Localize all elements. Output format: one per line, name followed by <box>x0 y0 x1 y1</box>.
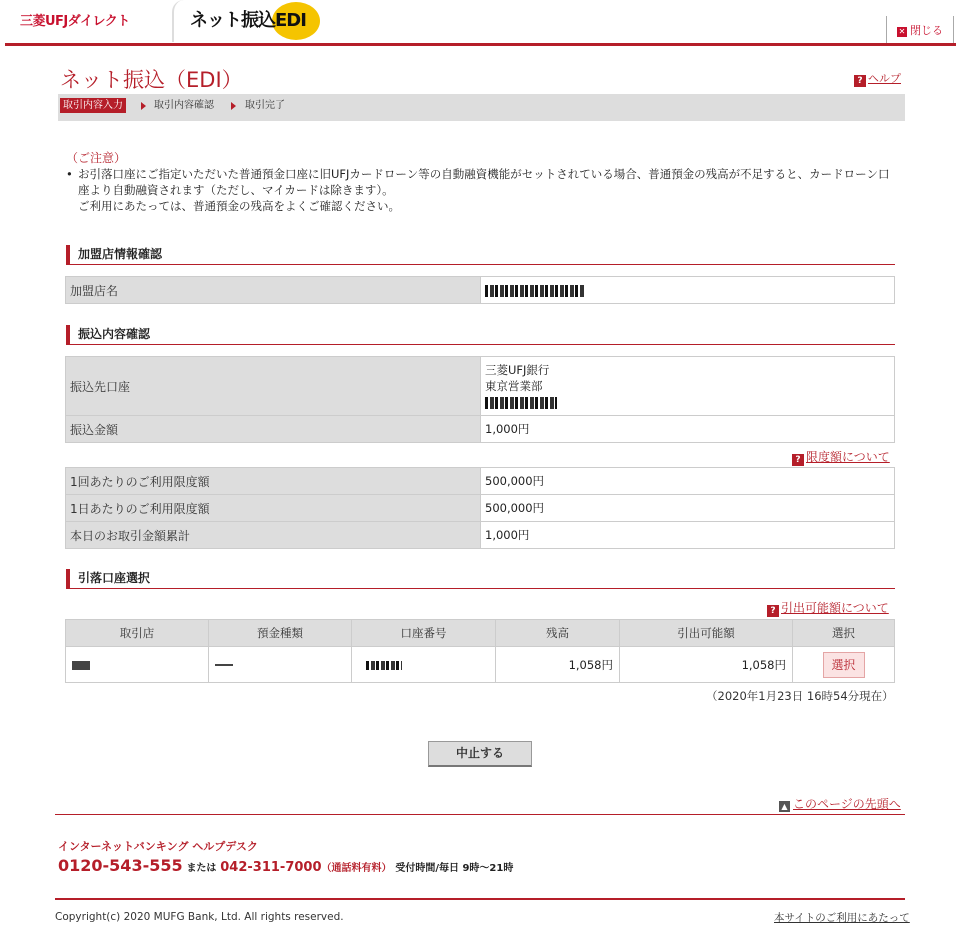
helpdesk-contact <box>58 856 513 875</box>
available-link-label: 引出可能額について <box>781 601 889 615</box>
account-number-cell <box>352 647 496 683</box>
section-transfer-title: 振込内容確認 <box>66 325 895 345</box>
available-cell: 1,058円 <box>620 647 793 683</box>
page-top-link[interactable] <box>779 795 901 812</box>
select-cell <box>793 647 895 683</box>
help-label: ヘルプ <box>868 72 901 85</box>
section-account-title: 引落口座選択 <box>66 569 895 589</box>
divider <box>55 898 905 900</box>
limits-table <box>65 467 895 549</box>
available-info-link[interactable] <box>767 599 889 617</box>
divider <box>55 814 905 815</box>
close-icon: ✕ <box>898 27 906 36</box>
step-arrow-icon <box>141 102 146 110</box>
today-total-label: 本日のお取引金額累計 <box>66 522 481 549</box>
limit-info-link[interactable] <box>792 448 890 466</box>
table-row <box>66 522 895 549</box>
terms-link[interactable]: 本サイトのご利用にあたって <box>774 912 910 924</box>
copyright: Copyright(c) 2020 MUFG Bank, Ltd. All rights reserved. <box>55 911 344 923</box>
dest-account-value <box>481 357 895 416</box>
dest-account-label: 振込先口座 <box>66 357 481 416</box>
per-tx-limit-value: 500,000円 <box>481 468 895 495</box>
per-day-limit-value: 500,000円 <box>481 495 895 522</box>
bullet: • <box>66 167 73 181</box>
step-input: 取引内容入力 <box>60 98 126 113</box>
dest-branch: 東京営業部 <box>485 379 543 393</box>
table-row <box>66 468 895 495</box>
redacted-mosaic <box>366 661 402 670</box>
merchant-name-label: 加盟店名 <box>66 277 481 304</box>
help-icon: ? <box>792 454 804 466</box>
col-balance: 残高 <box>496 620 620 647</box>
dest-account-number <box>485 394 890 410</box>
dest-bank: 三菱UFJ銀行 <box>485 363 550 377</box>
header <box>0 0 971 48</box>
amount-value: 1,000円 <box>481 416 895 443</box>
progress-steps <box>58 94 905 121</box>
deposit-type-cell <box>209 647 352 683</box>
table-row <box>66 495 895 522</box>
helpdesk-tel-free: 0120-543-555 <box>58 856 183 875</box>
redacted-mosaic <box>485 285 585 297</box>
help-icon: ? <box>854 75 866 87</box>
table-row <box>66 277 895 304</box>
redacted-mosaic <box>215 664 233 666</box>
table-row <box>66 357 895 416</box>
helpdesk-or: または <box>186 863 217 874</box>
notice-title: （ご注意） <box>66 151 127 165</box>
close-label: 閉じる <box>910 24 943 37</box>
header-divider <box>5 43 956 46</box>
cancel-button[interactable]: 中止する <box>428 741 532 767</box>
helpdesk-tel-note: （通話料有料） <box>321 863 392 874</box>
merchant-table <box>65 276 895 304</box>
close-button[interactable] <box>886 16 954 44</box>
helpdesk-tel-paid: 042-311-7000 <box>220 860 322 875</box>
col-available: 引出可能額 <box>620 620 793 647</box>
section-merchant-title: 加盟店情報確認 <box>66 245 895 265</box>
step-confirm: 取引内容確認 <box>154 100 214 111</box>
notice-line-2: ご利用にあたっては、普通預金の残高をよくご確認ください。 <box>78 199 400 213</box>
merchant-name-value <box>481 277 895 304</box>
col-deposit-type: 預金種類 <box>209 620 352 647</box>
table-header-row <box>66 620 895 647</box>
notice-line-1: お引落口座にご指定いただいた普通預金口座に旧UFJカードローン等の自動融資機能がセットされている場合、普通預金の残高が不足すると、カードローン口座より自動融資されます（ただし、マイカードは除きます）。 <box>78 167 890 197</box>
branch-cell <box>66 647 209 683</box>
col-select: 選択 <box>793 620 895 647</box>
service-logo: ネット振込EDI <box>190 10 306 31</box>
bank-logo: 三菱UFJダイレクト <box>20 14 130 29</box>
table-row <box>66 416 895 443</box>
col-account-number: 口座番号 <box>352 620 496 647</box>
notice-body <box>66 166 896 214</box>
page-title: ネット振込（EDI） <box>60 68 243 92</box>
col-branch: 取引店 <box>66 620 209 647</box>
balance-cell: 1,058円 <box>496 647 620 683</box>
table-row <box>66 647 895 683</box>
step-arrow-icon <box>231 102 236 110</box>
transfer-table <box>65 356 895 443</box>
helpdesk-title: インターネットバンキング ヘルプデスク <box>58 840 258 853</box>
per-tx-limit-label: 1回あたりのご利用限度額 <box>66 468 481 495</box>
amount-label: 振込金額 <box>66 416 481 443</box>
step-complete: 取引完了 <box>245 100 285 111</box>
help-link[interactable] <box>854 70 901 87</box>
redacted-mosaic <box>72 661 90 670</box>
as-of-timestamp: （2020年1月23日 16時54分現在） <box>706 689 894 703</box>
redacted-mosaic <box>485 397 557 409</box>
limit-link-label: 限度額について <box>806 450 890 464</box>
help-icon: ? <box>767 605 779 617</box>
account-table <box>65 619 895 683</box>
arrow-up-icon: ▲ <box>779 801 790 812</box>
per-day-limit-label: 1日あたりのご利用限度額 <box>66 495 481 522</box>
select-button[interactable]: 選択 <box>823 652 865 678</box>
page-top-label: このページの先頭へ <box>793 797 901 811</box>
today-total-value: 1,000円 <box>481 522 895 549</box>
helpdesk-hours: 受付時間/毎日 9時～21時 <box>395 863 514 874</box>
